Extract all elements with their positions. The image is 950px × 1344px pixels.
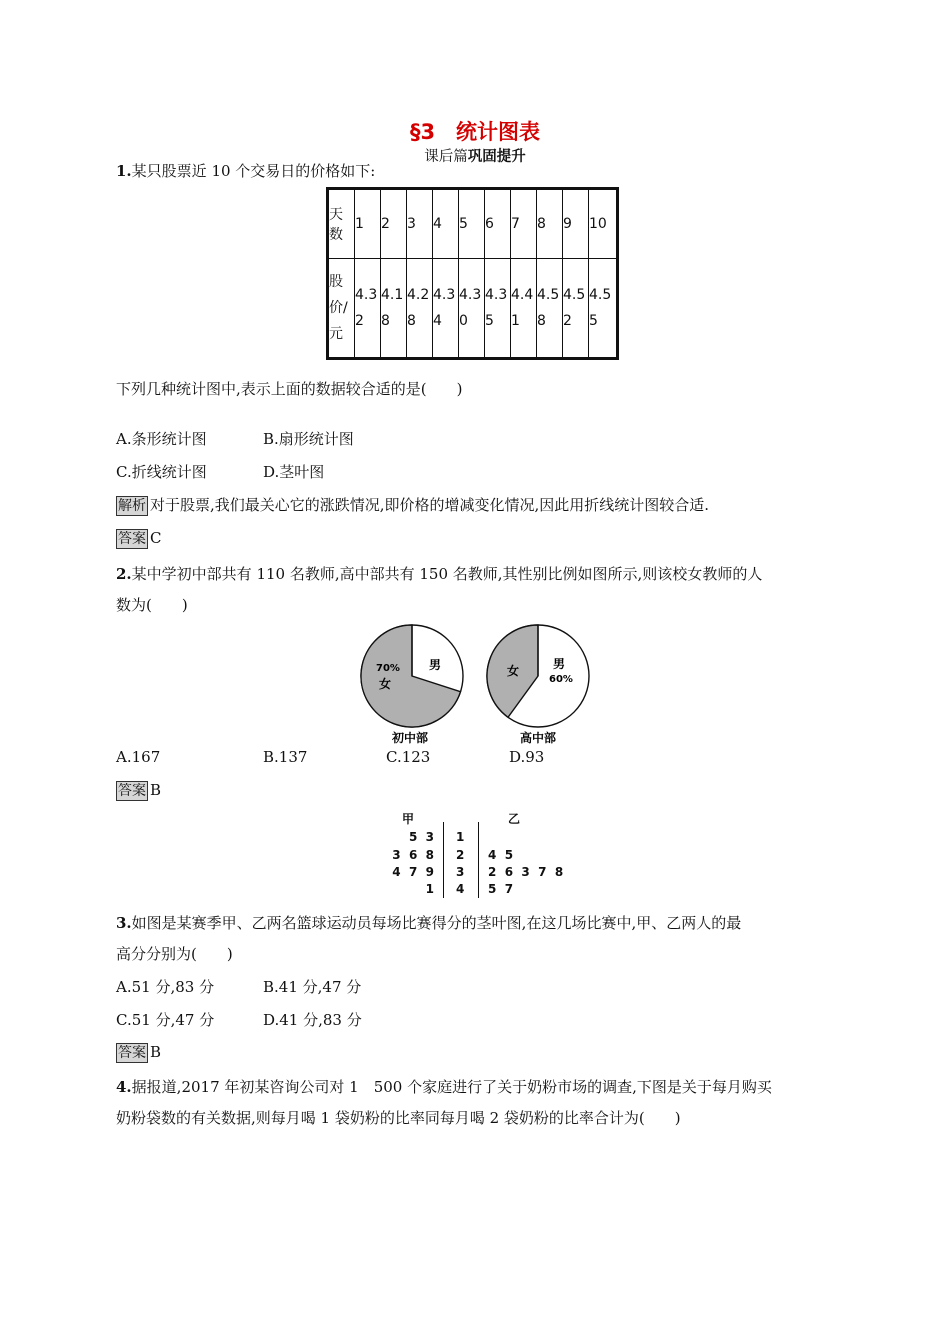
- q2-stem-line2: 数为( ): [116, 596, 188, 614]
- q2-option-d: D.93: [509, 748, 545, 766]
- q2-number: 2.: [116, 565, 132, 583]
- table-cell: 4.55: [589, 259, 618, 359]
- table-cell: 2: [381, 189, 407, 259]
- pie2-male-label: 男: [553, 657, 566, 671]
- table-cell: 4.34: [433, 259, 459, 359]
- q4-text-line1: 据报道,2017 年初某咨询公司对 1 500 个家庭进行了关于奶粉市场的调查,下图是关于每月购买: [131, 1078, 772, 1096]
- q2-text-line1: 某中学初中部共有 110 名教师,高中部共有 150 名教师,其性别比例如图所示,则该校女教师的人: [131, 565, 763, 583]
- q1-number: 1.: [116, 162, 132, 180]
- q3-stem-line2: 高分分别为( ): [116, 945, 233, 963]
- stemleaf-right-leaves: 2 6 3 7 8: [488, 865, 564, 879]
- q4-number: 4.: [116, 1078, 132, 1096]
- table-cell: 4.32: [355, 259, 381, 359]
- page-title: §3 统计图表: [409, 120, 541, 144]
- stem-leaf-plot: [380, 808, 580, 898]
- table-cell: 5: [459, 189, 485, 259]
- stemleaf-stem: 1: [456, 830, 465, 844]
- q2-option-c: C.123: [386, 748, 431, 766]
- q1-answer-value: C: [150, 529, 162, 547]
- q1-option-b: B.扇形统计图: [263, 430, 354, 448]
- teacher-gender-pie-charts: [350, 618, 600, 748]
- table-cell: 4.18: [381, 259, 407, 359]
- q2-stem-line1: [116, 563, 762, 585]
- stock-price-table: [326, 187, 619, 360]
- q1-analysis: [116, 494, 709, 516]
- table-cell: 4.28: [407, 259, 433, 359]
- stemleaf-left-leaves: 3 6 8: [392, 848, 434, 862]
- stemleaf-right-leaves: 5 7: [488, 882, 514, 896]
- q3-answer: [116, 1041, 161, 1063]
- stemleaf-left-leaves: 1: [425, 882, 434, 896]
- stemleaf-left-title: 甲: [402, 812, 415, 826]
- analysis-tag: 解析: [118, 498, 146, 514]
- q1-stem: [116, 160, 375, 182]
- table-row-days: [328, 189, 618, 259]
- q4-stem-line2: 奶粉袋数的有关数据,则每月喝 1 袋奶粉的比率同每月喝 2 袋奶粉的比率合计为( ): [116, 1109, 681, 1127]
- q3-text-line1: 如图是某赛季甲、乙两名篮球运动员每场比赛得分的茎叶图,在这几场比赛中,甲、乙两人的最: [131, 914, 742, 932]
- q4-stem-line1: [116, 1076, 772, 1098]
- stemleaf-right-title: 乙: [508, 812, 521, 826]
- table-row-prices: [328, 259, 618, 359]
- subtitle-prefix: 课后篇: [424, 149, 468, 165]
- answer-tag: 答案: [118, 1045, 146, 1061]
- q3-answer-value: B: [150, 1043, 162, 1061]
- stemleaf-divider-right: [478, 822, 479, 898]
- answer-tag: 答案: [118, 531, 146, 547]
- pie1-female-percent: 70%: [376, 663, 400, 674]
- q2-option-b: B.137: [263, 748, 308, 766]
- table-cell: 10: [589, 189, 618, 259]
- q3-option-d: D.41 分,83 分: [263, 1011, 362, 1029]
- table-cell: 4.41: [511, 259, 537, 359]
- table-cell: 4.35: [485, 259, 511, 359]
- subtitle-bold: 巩固提升: [467, 149, 526, 165]
- table-cell: 4.30: [459, 259, 485, 359]
- q1-answer: [116, 527, 161, 549]
- answer-tag: 答案: [118, 783, 146, 799]
- q1-option-d: D.茎叶图: [263, 463, 325, 481]
- table-header-price: 股价/元: [328, 259, 355, 359]
- table-cell: 4.58: [537, 259, 563, 359]
- q1-option-a: A.条形统计图: [116, 430, 207, 448]
- q1-option-c: C.折线统计图: [116, 463, 207, 481]
- q3-option-c: C.51 分,47 分: [116, 1011, 215, 1029]
- table-header-days: 天数: [328, 189, 355, 259]
- stemleaf-divider-left: [443, 822, 444, 898]
- pie1-male-label: 男: [429, 658, 442, 672]
- pie1-caption: 初中部: [392, 731, 429, 745]
- stemleaf-stem: 2: [456, 848, 465, 862]
- table-cell: 4: [433, 189, 459, 259]
- stemleaf-left-leaves: 5 3: [408, 830, 434, 844]
- table-cell: 1: [355, 189, 381, 259]
- q1-text: 某只股票近 10 个交易日的价格如下:: [131, 162, 376, 180]
- q1-question: 下列几种统计图中,表示上面的数据较合适的是( ): [116, 380, 463, 398]
- q3-stem-line1: [116, 912, 741, 934]
- pie2-female-label: 女: [507, 664, 520, 678]
- table-cell: 7: [511, 189, 537, 259]
- q3-option-a: A.51 分,83 分: [116, 978, 215, 996]
- table-cell: 6: [485, 189, 511, 259]
- pie1-female-label: 女: [379, 677, 392, 691]
- stemleaf-stem: 3: [456, 865, 465, 879]
- pie2-male-percent: 60%: [549, 674, 573, 685]
- stemleaf-left-leaves: 4 7 9: [392, 865, 434, 879]
- q1-analysis-text: 对于股票,我们最关心它的涨跌情况,即价格的增减变化情况,因此用折线统计图较合适.: [150, 496, 710, 514]
- stemleaf-stem: 4: [456, 882, 465, 896]
- table-cell: 9: [563, 189, 589, 259]
- q2-option-a: A.167: [116, 748, 161, 766]
- table-cell: 4.52: [563, 259, 589, 359]
- table-cell: 8: [537, 189, 563, 259]
- pie2-caption: 高中部: [520, 731, 557, 745]
- q3-option-b: B.41 分,47 分: [263, 978, 362, 996]
- stemleaf-right-leaves: 4 5: [488, 848, 514, 862]
- q2-answer: [116, 779, 161, 801]
- table-cell: 3: [407, 189, 433, 259]
- q3-number: 3.: [116, 914, 132, 932]
- q2-answer-value: B: [150, 781, 162, 799]
